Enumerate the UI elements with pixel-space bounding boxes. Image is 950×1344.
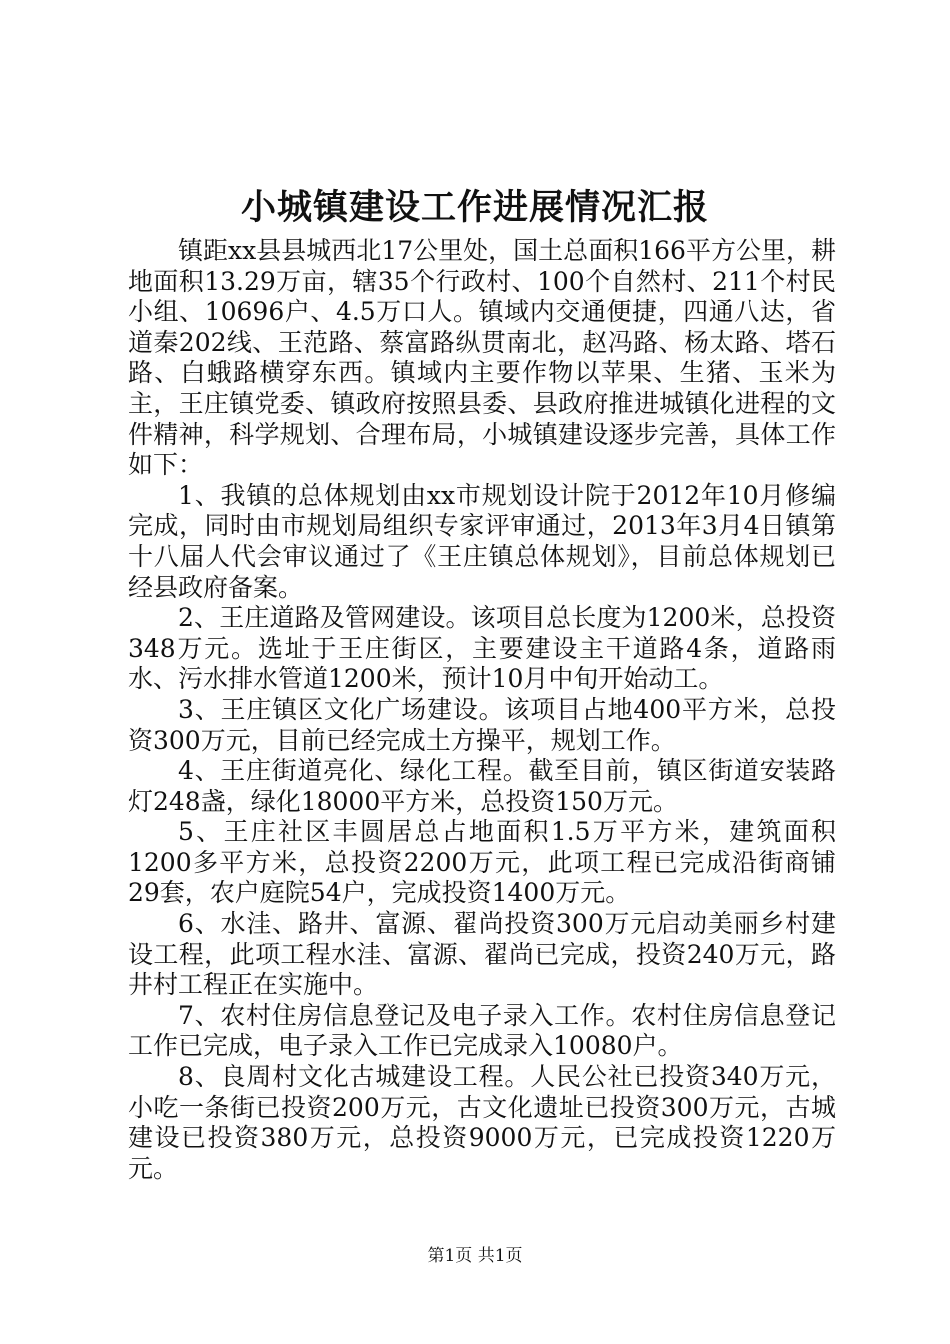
- paragraph-item-4: 4、王庄街道亮化、绿化工程。截至目前，镇区街道安装路灯248盏，绿化18000平方米，总投资150万元。: [128, 756, 836, 816]
- paragraph-intro: 镇距xx县县城西北17公里处，国土总面积166平方公里，耕地面积13.29万亩，辖35个行政村、100个自然村、211个村民小组、10696户、4.5万口人。镇域内交通便捷，四通八达，省道秦202线、王范路、蔡富路纵贯南北，赵冯路、杨太路、塔石路、白蛾路横穿东西。镇域内主要作物以苹果、生猪、玉米为主，王庄镇党委、镇政府按照县委、县政府推进城镇化进程的文件精神，科学规划、合理布局，小城镇建设逐步完善，具体工作如下：: [128, 236, 836, 480]
- paragraph-item-6: 6、水洼、路井、富源、翟尚投资300万元启动美丽乡村建设工程，此项工程水洼、富源、翟尚已完成，投资240万元，路井村工程正在实施中。: [128, 909, 836, 1000]
- paragraph-item-5: 5、王庄社区丰圆居总占地面积1.5万平方米，建筑面积1200多平方米，总投资2200万元，此项工程已完成沿街商铺29套，农户庭院54户，完成投资1400万元。: [128, 817, 836, 908]
- paragraph-item-8: 8、良周村文化古城建设工程。人民公社已投资340万元，小吃一条街已投资200万元，古文化遗址已投资300万元，古城建设已投资380万元，总投资9000万元，已完成投资1220万元。: [128, 1062, 836, 1183]
- paragraph-item-1: 1、我镇的总体规划由xx市规划设计院于2012年10月修编完成，同时由市规划局组织专家评审通过，2013年3月4日镇第十八届人代会审议通过了《王庄镇总体规划》，目前总体规划已经县政府备案。: [128, 480, 836, 602]
- paragraph-item-3: 3、王庄镇区文化广场建设。该项目占地400平方米，总投资300万元，目前已经完成土方操平，规划工作。: [128, 694, 836, 755]
- document-title: 小城镇建设工作进展情况汇报: [240, 187, 709, 228]
- page-footer: 第1页 共1页: [427, 1246, 523, 1266]
- document-body: [128, 236, 836, 1184]
- paragraph-item-7: 7、农村住房信息登记及电子录入工作。农村住房信息登记工作已完成，电子录入工作已完成录入10080户。: [128, 1000, 836, 1061]
- paragraph-item-2: 2、王庄道路及管网建设。该项目总长度为1200米，总投资348万元。选址于王庄街区，主要建设主干道路4条，道路雨水、污水排水管道1200米，预计10月中旬开始动工。: [128, 603, 836, 694]
